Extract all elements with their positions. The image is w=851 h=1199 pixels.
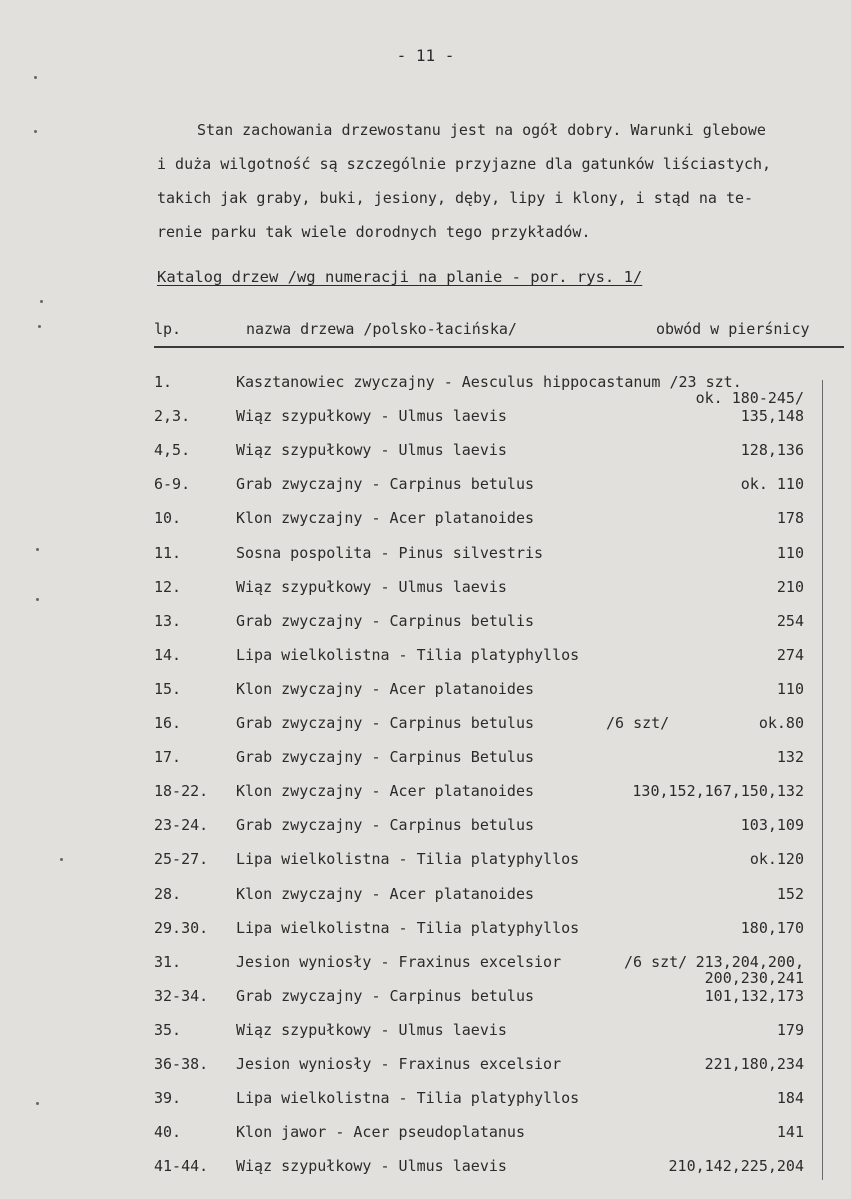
table-row: [154, 373, 844, 407]
row-lp: 2,3.: [154, 407, 191, 426]
row-note: /6 szt/: [624, 952, 688, 971]
table-row: [154, 680, 844, 710]
row-name: Wiąz szypułkowy - Ulmus laevis: [236, 1157, 507, 1176]
row-lp: 4,5.: [154, 441, 191, 460]
row-name: Wiąz szypułkowy - Ulmus laevis: [236, 407, 507, 426]
row-circumference: ok. 110: [740, 475, 804, 494]
paragraph-line: i duża wilgotność są szczególnie przyjazne dla gatunków liściastych,: [157, 155, 772, 173]
table-row: [154, 1123, 844, 1153]
table-row: [154, 509, 844, 539]
row-name: Grab zwyczajny - Carpinus betulus: [236, 816, 535, 835]
scan-speck: [34, 130, 37, 133]
row-lp: 1.: [154, 373, 173, 391]
row-circumference: 178: [776, 509, 804, 528]
row-name: Klon zwyczajny - Acer platanoides: [236, 679, 535, 698]
table-row: [154, 714, 844, 744]
scan-speck: [36, 548, 39, 551]
row-circumference: 254: [776, 611, 804, 630]
row-circumference: 130,152,167,150,132: [632, 782, 804, 801]
row-name: Klon zwyczajny - Acer platanoides: [236, 884, 535, 903]
row-lp: 28.: [154, 884, 182, 903]
row-name: Lipa wielkolistna - Tilia platyphyllos: [236, 645, 580, 664]
row-name: Lipa wielkolistna - Tilia platyphyllos: [236, 1089, 580, 1108]
table-row: [154, 748, 844, 778]
row-name: Jesion wyniosły - Fraxinus excelsior: [236, 1055, 562, 1073]
header-circumference: obwód w pierśnicy: [656, 320, 810, 338]
row-lp: 39.: [154, 1089, 182, 1108]
page-number: - 11 -: [396, 46, 455, 65]
row-name: Grab zwyczajny - Carpinus betulus: [236, 475, 535, 494]
paragraph-line: takich jak graby, buki, jesiony, dęby, lipy i klony, i stąd na te-: [157, 189, 754, 207]
row-name: Kasztanowiec zwyczajny - Aesculus hippocastanum /23 szt.: [236, 373, 742, 391]
row-lp: 16.: [154, 714, 182, 732]
row-note: /6 szt/: [606, 714, 670, 732]
row-lp: 31.: [154, 952, 182, 971]
table-header: [154, 320, 844, 348]
row-circumference: 213,204,200,: [695, 952, 804, 971]
row-name: Lipa wielkolistna - Tilia platyphyllos: [236, 850, 580, 869]
table-row: [154, 475, 844, 505]
scan-speck: [38, 325, 41, 328]
row-name: Grab zwyczajny - Carpinus betulus: [236, 986, 535, 1005]
row-circumference: 132: [776, 748, 804, 767]
row-lp: 12.: [154, 577, 182, 596]
scan-speck: [36, 598, 39, 601]
row-name: Klon jawor - Acer pseudoplatanus: [236, 1123, 525, 1142]
scan-speck: [36, 1102, 39, 1105]
header-lp: lp.: [154, 320, 182, 338]
row-lp: 35.: [154, 1020, 182, 1039]
row-name: Wiąz szypułkowy - Ulmus laevis: [236, 441, 507, 460]
row-lp: 36-38.: [154, 1055, 209, 1073]
row-name: Jesion wyniosły - Fraxinus excelsior: [236, 952, 562, 971]
row-lp: 25-27.: [154, 850, 209, 869]
row-circumference: 135,148: [740, 407, 804, 426]
row-lp: 6-9.: [154, 475, 191, 494]
table-row: [154, 612, 844, 642]
table-row: [154, 1055, 844, 1085]
row-lp: 13.: [154, 611, 182, 630]
row-lp: 23-24.: [154, 816, 209, 835]
row-circumference: ok.80: [758, 714, 804, 732]
row-name: Wiąz szypułkowy - Ulmus laevis: [236, 577, 507, 596]
row-circumference: 128,136: [740, 441, 804, 460]
intro-paragraph: [157, 113, 837, 249]
row-lp: 32-34.: [154, 986, 209, 1005]
table-row: [154, 646, 844, 676]
row-lp: 14.: [154, 645, 182, 664]
row-name: Lipa wielkolistna - Tilia platyphyllos: [236, 918, 580, 937]
row-lp: 10.: [154, 509, 182, 528]
catalog-title: Katalog drzew /wg numeracji na planie - por. rys. 1/: [157, 268, 643, 286]
margin-rule: [822, 380, 823, 1180]
row-circumference: 210: [776, 577, 804, 596]
scan-speck: [60, 858, 63, 861]
table-row: [154, 407, 844, 437]
table-row: [154, 578, 844, 608]
row-circumference-cont: 200,230,241: [704, 968, 804, 987]
table-row: [154, 987, 844, 1017]
row-circumference: 152: [776, 884, 804, 903]
row-circumference: 210,142,225,204: [668, 1157, 804, 1176]
scan-speck: [34, 76, 37, 79]
row-lp: 29.30.: [154, 918, 209, 937]
table-row: [154, 441, 844, 471]
row-circumference: 141: [776, 1123, 804, 1142]
table-row: [154, 1021, 844, 1051]
row-name: Wiąz szypułkowy - Ulmus laevis: [236, 1020, 507, 1039]
row-circumference: 221,180,234: [704, 1055, 804, 1073]
row-name: Grab zwyczajny - Carpinus betulus: [236, 714, 535, 732]
row-lp: 18-22.: [154, 782, 209, 801]
table-row: [154, 850, 844, 880]
row-name: Klon zwyczajny - Acer platanoides: [236, 782, 535, 801]
row-name: Grab zwyczajny - Carpinus Betulus: [236, 748, 535, 767]
scan-speck: [40, 300, 43, 303]
table-row: [154, 919, 844, 949]
row-circumference: ok.120: [749, 850, 804, 869]
row-lp: 41-44.: [154, 1157, 209, 1176]
table-row: [154, 782, 844, 812]
row-lp: 11.: [154, 543, 182, 562]
row-circumference: 103,109: [740, 816, 804, 835]
row-name: Klon zwyczajny - Acer platanoides: [236, 509, 535, 528]
row-circumference: 180,170: [740, 918, 804, 937]
row-circumference: 274: [776, 645, 804, 664]
row-circumference: 179: [776, 1020, 804, 1039]
header-name: nazwa drzewa /polsko-łacińska/: [246, 320, 517, 338]
table-row: [154, 952, 844, 987]
table-row: [154, 1089, 844, 1119]
table-row: [154, 816, 844, 846]
paragraph-line: Stan zachowania drzewostanu jest na ogół dobry. Warunki glebowe: [197, 121, 766, 139]
row-circumference-cont: ok. 180-245/: [695, 389, 804, 407]
row-lp: 40.: [154, 1123, 182, 1142]
row-circumference: 110: [776, 679, 804, 698]
table-row: [154, 544, 844, 574]
table-row: [154, 885, 844, 915]
row-circumference: 101,132,173: [704, 986, 804, 1005]
table-row: [154, 1157, 844, 1187]
row-name: Grab zwyczajny - Carpinus betulis: [236, 611, 535, 630]
row-name: Sosna pospolita - Pinus silvestris: [236, 543, 544, 562]
row-lp: 15.: [154, 679, 182, 698]
paragraph-line: renie parku tak wiele dorodnych tego przykładów.: [157, 223, 591, 241]
row-circumference: 184: [776, 1089, 804, 1108]
row-circumference: 110: [776, 543, 804, 562]
row-lp: 17.: [154, 748, 182, 767]
